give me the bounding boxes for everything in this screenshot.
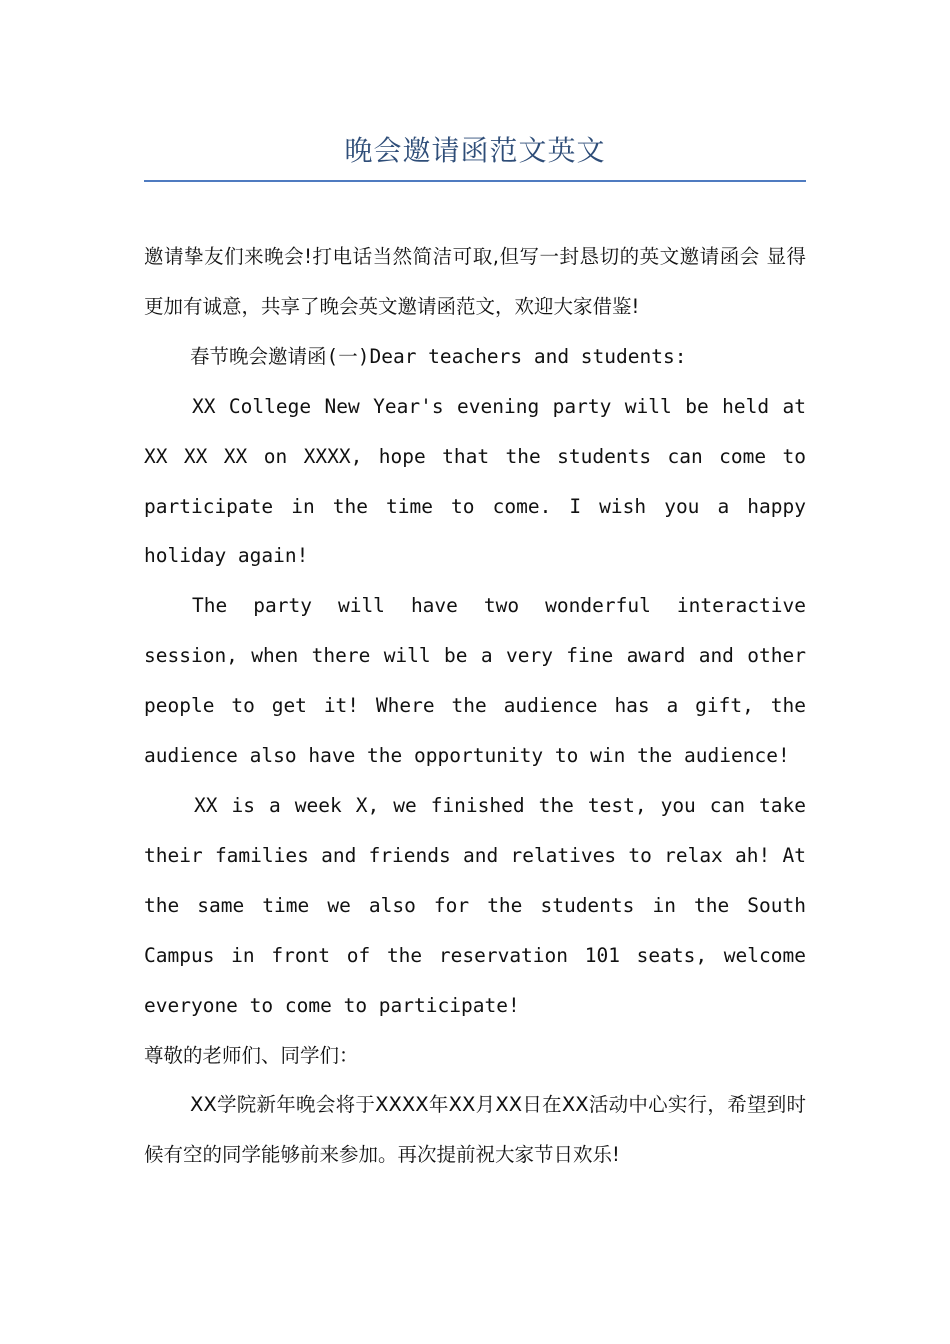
- title-underline: [144, 180, 806, 182]
- page-title: 晚会邀请函范文英文: [344, 134, 606, 167]
- chinese-paragraph: XX学院新年晚会将于XXXX年XX月XX日在XX活动中心实行，希望到时候有空的同学能够前来参加。再次提前祝大家节日欢乐!: [144, 1093, 806, 1167]
- letter-heading: 春节晚会邀请函(一)Dear teachers and students:: [190, 344, 687, 368]
- chinese-salutation: 尊敬的老师们、同学们：: [144, 1043, 359, 1067]
- document-body: [144, 232, 806, 1180]
- english-paragraph-1: XX College New Year's evening party will be held at XX XX XX on XXXX, hope that the students can come to participate in the time to come. I wish you a happy holiday again!: [144, 394, 806, 568]
- intro-paragraph: 邀请挚友们来晚会!打电话当然简洁可取,但写一封恳切的英文邀请函会 显得更加有诚意，共享了晚会英文邀请函范文，欢迎大家借鉴!: [144, 245, 806, 318]
- english-paragraph-3: XX is a week X, we finished the test, you can take their families and friends and relatives to relax ah! At the same time we also for the students in the South Campus in front of the reservation 101 seats, welcome everyone to come to participate!: [144, 793, 806, 1017]
- english-paragraph-2: The party will have two wonderful interactive session, when there will be a very fine award and other people to get it! Where the audience has a gift, the audience also have the opportunity to win the audience!: [144, 594, 806, 768]
